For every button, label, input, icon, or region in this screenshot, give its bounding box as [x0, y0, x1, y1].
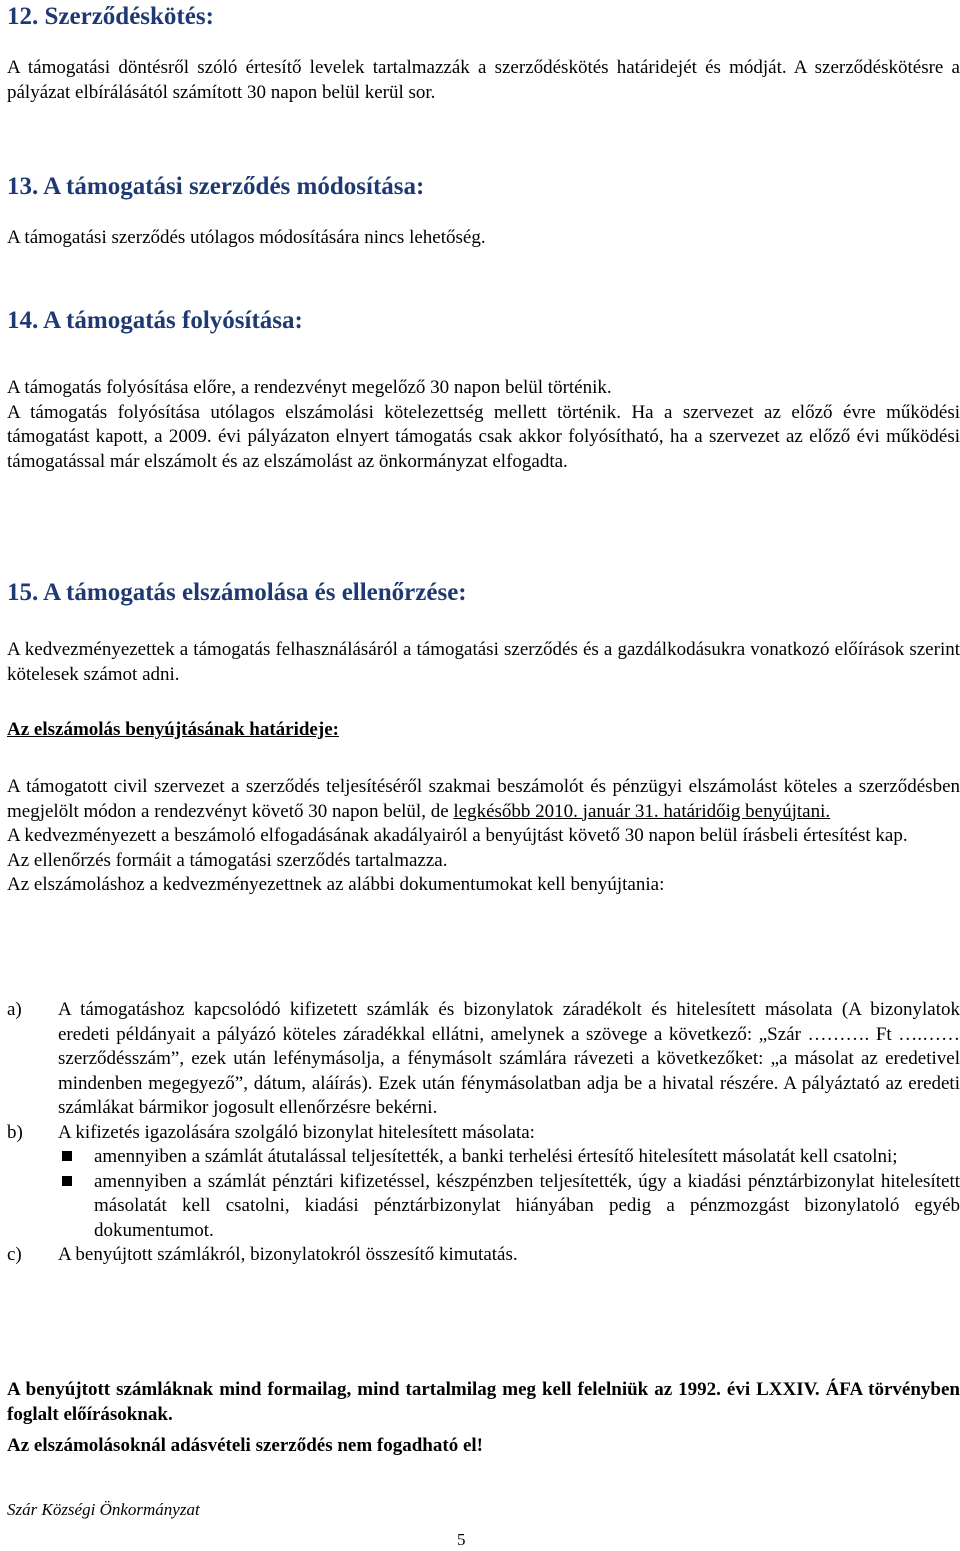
section-13-title: 13. A támogatási szerződés módosítása:	[7, 173, 425, 200]
section-15-title: 15. A támogatás elszámolása és ellenőrzése:	[7, 579, 467, 606]
deadline-date-underlined: legkésőbb 2010. január 31. határidőig benyújtani.	[453, 800, 831, 822]
section-13-body: A támogatási szerződés utólagos módosítására nincs lehetőség.	[7, 227, 486, 248]
vat-note: A benyújtott számláknak mind formailag, mind tartalmilag meg kell felelniük az 1992. évi LXXIV. ÁFA törvényben foglalt előírásoknak.	[7, 1379, 960, 1425]
list-text-c: A benyújtott számlákról, bizonylatokról összesítő kimutatás.	[58, 1244, 518, 1265]
section-14-title: 14. A támogatás folyósítása:	[7, 307, 303, 334]
deadline-text: A támogatott civil szervezet a szerződés teljesítéséről szakmai beszámolót és pénzügyi elszámolást köteles a szerződésben megjelölt módon a rendezvényt követő 30 napon belül, de	[7, 776, 960, 822]
documents-list	[7, 998, 960, 1268]
bullet-text-2: amennyiben a számlát pénztári kifizetéssel, készpénzben teljesítették, úgy a kiadási pénztárbizonylat hitelesített másolatát kell csatolni, kiadási pénztárbizonylat hiányában pedig a pénzmozgást bizonylatoló egyéb dokumentumot.	[94, 1170, 960, 1241]
control-paragraph: Az ellenőrzés formáit a támogatási szerződés tartalmazza.	[7, 849, 448, 871]
section-15-body: A kedvezményezettek a támogatás felhasználásáról a támogatási szerződés és a gazdálkodásukra vonatkozó előírások szerint kötelesek számot adni.	[7, 639, 960, 685]
section-14-content	[7, 376, 960, 474]
bullet-item-2	[58, 1170, 960, 1244]
list-text-a: A támogatáshoz kapcsolódó kifizetett számlák és bizonylatok záradékolt és hitelesített másolata (A bizonylatok eredeti példányait a pályázó köteles záradékkal ellátni, amelynek a szövege a következő: „Szár ………. Ft ….……szerződésszám”, ezek után lefénymásolja, a fénymásolt számlára rávezeti a következőket: „a másolat az eredetivel mindenben megegyező”, dátum, aláírás). Ezek után fénymásolatban adja be a hivatal részére. A pályáztató az eredeti számlákat bármikor jogosult ellenőrzésre bekérni.	[58, 999, 960, 1118]
list-marker-a: a)	[7, 999, 22, 1020]
bullet-item-1	[58, 1145, 960, 1170]
documents-intro: Az elszámoláshoz a kedvezményezettnek az alábbi dokumentumokat kell benyújtania:	[7, 874, 665, 895]
list-text-b: A kifizetés igazolására szolgáló bizonylat hitelesített másolata:	[58, 1121, 535, 1143]
deadline-content	[7, 775, 960, 898]
evaluation-paragraph: A kedvezményezett a beszámoló elfogadásának akadályairól a benyújtást követő 30 napon belül írásbeli értesítést kap.	[7, 825, 908, 846]
page-number: 5	[457, 1530, 466, 1549]
section-14-body: A támogatás folyósítása utólagos elszámolási kötelezettség mellett történik. Ha a szervezet az előző évre működési támogatást kapott, a 2009. évi pályázaton elnyert támogatás csak akkor folyósítható, ha a szervezet az előző évi működési támogatással már elszámolt és az elszámolást az önkormányzat elfogadta.	[7, 401, 960, 472]
section-14-line1: A támogatás folyósítása előre, a rendezvényt megelőző 30 napon belül történik.	[7, 377, 612, 398]
list-item-c	[7, 1243, 960, 1268]
list-marker-b: b)	[7, 1121, 23, 1143]
list-marker-c: c)	[7, 1244, 22, 1265]
footer-org: Szár Községi Önkormányzat	[7, 1500, 200, 1519]
deadline-paragraph	[7, 775, 960, 824]
list-item-a	[7, 998, 960, 1121]
square-bullet-icon	[58, 1145, 94, 1170]
bullet-text-1: amennyiben a számlát átutalással teljesítették, a banki terhelési értesítő hitelesített másolatát kell csatolni;	[94, 1146, 898, 1167]
sales-contract-note: Az elszámolásoknál adásvételi szerződés nem fogadható el!	[7, 1435, 483, 1456]
section-12-title: 12. Szerződéskötés:	[7, 3, 214, 30]
section-12-body: A támogatási döntésről szóló értesítő levelek tartalmazzák a szerződéskötés határidejét és módját. A szerződéskötésre a pályázat elbírálásától számított 30 napon belül kerül sor.	[7, 57, 960, 103]
deadline-subtitle: Az elszámolás benyújtásának határideje:	[7, 719, 339, 740]
square-bullet-icon	[58, 1170, 94, 1244]
list-item-b	[7, 1121, 960, 1146]
